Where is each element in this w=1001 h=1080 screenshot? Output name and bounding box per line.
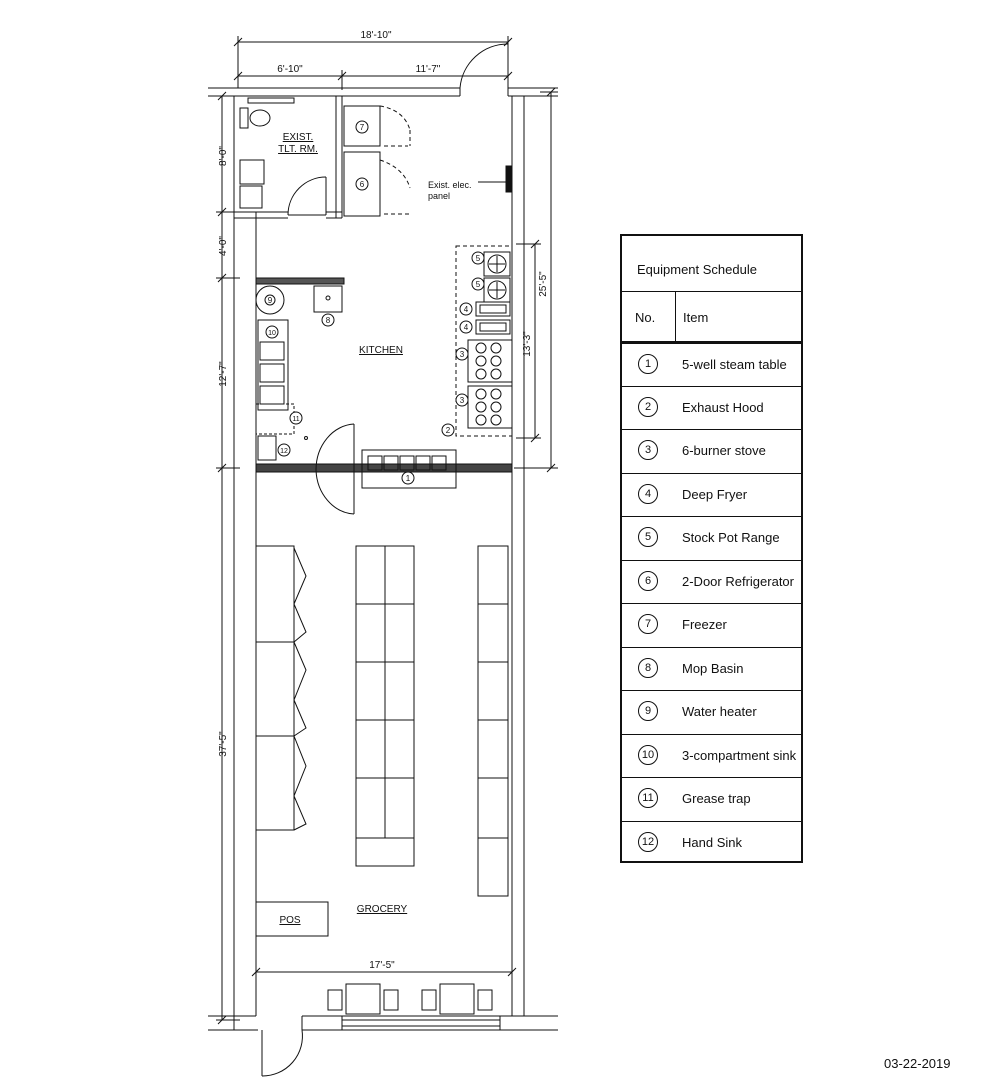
dim-toilet-depth: 8'-0" [218,146,229,166]
equipment-callout-numbers [268,123,481,483]
schedule-row-number: 9 [638,701,658,721]
dim-corridor-depth: 4'-0" [218,236,229,256]
schedule-column-divider [675,292,676,342]
callout-6: 6 [359,180,365,189]
room-labels [278,132,471,926]
schedule-row-item: Water heater [682,704,757,719]
schedule-row-number: 11 [638,788,658,808]
dim-overall-width: 18'-10" [360,30,392,41]
callout-2: 2 [445,426,451,435]
schedule-row-number: 5 [638,527,658,547]
dim-left-width: 6'-10" [277,64,303,75]
top-door [460,44,508,96]
callout-10: 10 [268,330,276,337]
schedule-rows [622,342,801,864]
schedule-row [622,603,801,647]
schedule-row [622,429,801,473]
panel-label-line2: panel [428,191,451,201]
dim-right-upper: 25'-5" [538,271,549,297]
schedule-row [622,516,801,560]
electrical-panel [478,166,511,192]
pos-label: POS [279,915,301,926]
schedule-row-number: 10 [638,745,658,765]
callout-9: 9 [267,296,273,305]
callout-11: 11 [292,416,300,423]
schedule-title-row [622,236,801,292]
schedule-row-number: 2 [638,397,658,417]
schedule-row-item: Grease trap [682,791,751,806]
schedule-col-item: Item [683,310,709,325]
callout-5a: 5 [475,254,481,263]
schedule-row [622,386,801,430]
dim-grocery-depth: 37'-5" [218,731,229,757]
callout-3b: 3 [459,396,465,405]
callout-4b: 4 [463,323,469,332]
top-dimensions [234,36,512,90]
schedule-row-number: 7 [638,614,658,634]
schedule-row-item: 5-well steam table [682,357,787,372]
schedule-row-item: Freezer [682,617,727,632]
schedule-row [622,777,801,821]
schedule-row-item: Exhaust Hood [682,399,764,415]
callout-4a: 4 [463,305,469,314]
schedule-row-number: 3 [638,440,658,460]
schedule-row-number: 6 [638,571,658,591]
cold-storage [344,106,410,216]
schedule-row [622,734,801,778]
schedule-row-item: 6-burner stove [682,443,766,458]
kitchen-left-equipment [256,286,342,460]
schedule-row [622,647,801,691]
callout-7: 7 [359,123,365,132]
panel-label-line1: Exist. elec. [428,180,472,190]
schedule-row-item: Mop Basin [682,660,744,676]
schedule-row [622,690,801,734]
schedule-row [622,342,801,386]
toilet-label-line2: TLT. RM. [278,144,318,155]
dim-grocery-width: 17'-5" [369,960,395,971]
schedule-col-no: No. [635,310,656,325]
grocery-label: GROCERY [356,904,408,915]
kitchen-walls [256,278,512,472]
schedule-row-number: 4 [638,484,658,504]
schedule-row-number: 1 [638,354,658,374]
callout-1: 1 [405,474,411,483]
drawing-date: 03-22-2019 [884,1056,951,1071]
equipment-schedule [620,234,803,863]
schedule-row-item: Hand Sink [682,834,742,850]
callout-3a: 3 [459,350,465,359]
cook-line [456,246,512,436]
left-dimensions [216,92,240,1024]
right-dimensions [514,88,558,472]
schedule-row-number: 12 [638,832,658,852]
schedule-row [622,560,801,604]
schedule-row-item: Stock Pot Range [682,530,780,545]
schedule-row-item: 2-Door Refrigerator [682,573,794,589]
schedule-title: Equipment Schedule [637,262,757,277]
schedule-row-item: 3-compartment sink [682,747,797,763]
callout-12: 12 [280,448,288,455]
grocery-fixtures [252,546,516,1014]
schedule-row [622,473,801,517]
toilet-label-line1: EXIST. [282,132,314,143]
front-door [262,1030,302,1076]
callout-8: 8 [325,316,331,325]
schedule-row-number: 8 [638,658,658,678]
schedule-row-item: Deep Fryer [682,486,748,502]
kitchen-label: KITCHEN [359,345,403,356]
dim-right-width: 11'-7" [415,64,441,75]
callout-5b: 5 [475,280,481,289]
schedule-header-row [622,292,801,342]
exterior-walls [208,88,558,1030]
toilet-room [234,96,342,218]
dim-right-kitchen: 13'-3" [522,331,533,357]
schedule-row [622,821,801,865]
equipment-callouts [266,121,484,484]
dim-kitchen-depth: 12'-7" [218,361,229,387]
